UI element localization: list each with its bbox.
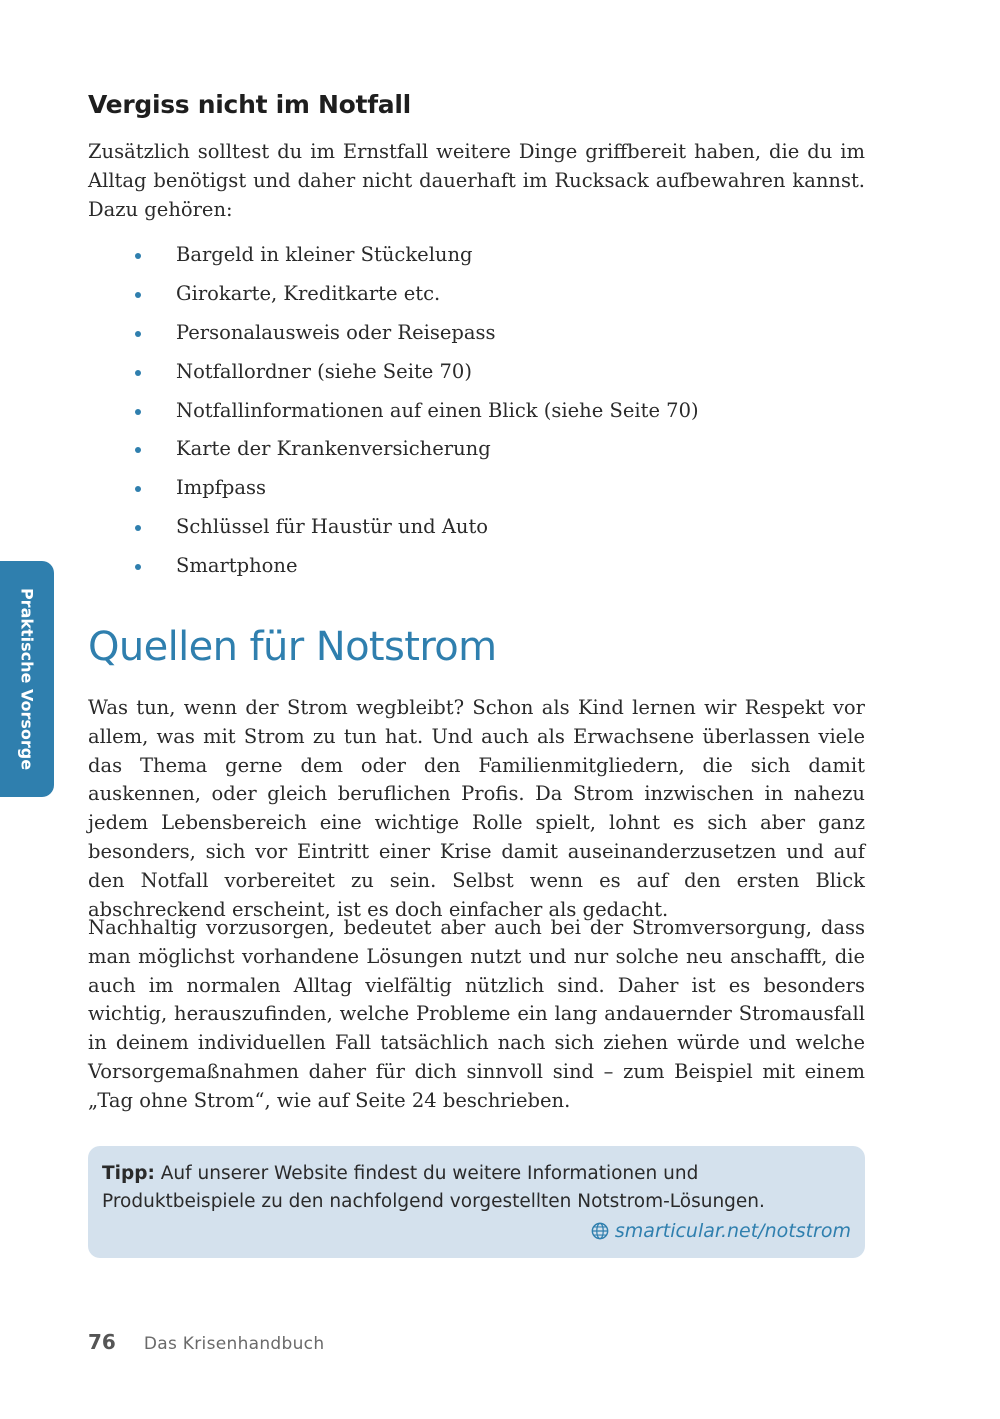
- page-number: 76: [88, 1330, 116, 1354]
- list-item: Smartphone: [88, 549, 699, 588]
- tip-text: Tipp: Auf unserer Website findest du weitere Informationen und Produktbeispiele zu den nachfolgend vorgestellten Notstrom-Lösungen.: [102, 1163, 765, 1212]
- side-tab: [0, 561, 54, 797]
- bullet-icon: [135, 292, 141, 298]
- list-item: Personalausweis oder Reisepass: [88, 316, 699, 355]
- list-item: Impfpass: [88, 471, 699, 510]
- bullet-icon: [135, 253, 141, 259]
- bullet-list: [88, 238, 699, 588]
- page-footer: [88, 1330, 324, 1354]
- bullet-icon: [135, 370, 141, 376]
- bullet-icon: [135, 447, 141, 453]
- website-link-text: smarticular.net/notstrom: [614, 1220, 851, 1242]
- list-item: Girokarte, Kreditkarte etc.: [88, 277, 699, 316]
- list-item: Notfallinformationen auf einen Blick (siehe Seite 70): [88, 394, 699, 433]
- body-paragraph-2: Nachhaltig vorzusorgen, bedeutet aber auch bei der Stromversorgung, dass man möglichst vorhandene Lösungen nutzt und nur solche neu anschafft, die auch im normalen Alltag vielfältig nützlich sind. Daher ist es besonders wichtig, herauszufinden, welche Probleme ein lang andauernder Stromausfall in deinem individuellen Fall tatsächlich nach sich ziehen würde und welche Vorsorgemaßnahmen daher für dich sinnvoll sind – zum Beispiel mit einem „Tag ohne Strom“, wie auf Seite 24 beschrieben.: [88, 916, 865, 1112]
- tip-box: [88, 1146, 865, 1258]
- bullet-icon: [135, 331, 141, 337]
- chapter-heading: Quellen für Notstrom: [88, 624, 497, 670]
- list-item: Karte der Krankenversicherung: [88, 432, 699, 471]
- bullet-icon: [135, 486, 141, 492]
- list-item: Bargeld in kleiner Stückelung: [88, 238, 699, 277]
- intro-paragraph: Zusätzlich solltest du im Ernstfall weitere Dinge griffbereit haben, die du im Alltag benötigst und daher nicht dauerhaft im Rucksack aufbewahren kannst. Dazu gehören:: [88, 140, 865, 221]
- website-link[interactable]: [591, 1217, 851, 1245]
- globe-icon: [591, 1222, 609, 1240]
- bullet-icon: [135, 564, 141, 570]
- bullet-icon: [135, 525, 141, 531]
- list-item: Notfallordner (siehe Seite 70): [88, 355, 699, 394]
- side-tab-label: Praktische Vorsorge: [17, 587, 37, 771]
- bullet-icon: [135, 409, 141, 415]
- book-title: Das Krisenhandbuch: [143, 1334, 325, 1354]
- body-paragraph-1: Was tun, wenn der Strom wegbleibt? Schon als Kind lernen wir Respekt vor allem, was mit Strom zu tun hat. Und auch als Erwachsene überlassen viele das Thema gerne dem oder den Familienmitgliedern, die sich damit auskennen, oder gleich beruflichen Profis. Da Strom inzwischen in nahezu jedem Lebensbereich eine wichtige Rolle spielt, lohnt es sich aber ganz besonders, sich vor Eintritt einer Krise damit auseinanderzusetzen und auf den Notfall vorbereitet zu sein. Selbst wenn es auf den ersten Blick abschreckend erscheint, ist es doch einfacher als gedacht.: [88, 696, 865, 921]
- tip-label: Tipp:: [102, 1163, 155, 1184]
- section-heading: Vergiss nicht im Notfall: [88, 90, 411, 119]
- list-item: Schlüssel für Haustür und Auto: [88, 510, 699, 549]
